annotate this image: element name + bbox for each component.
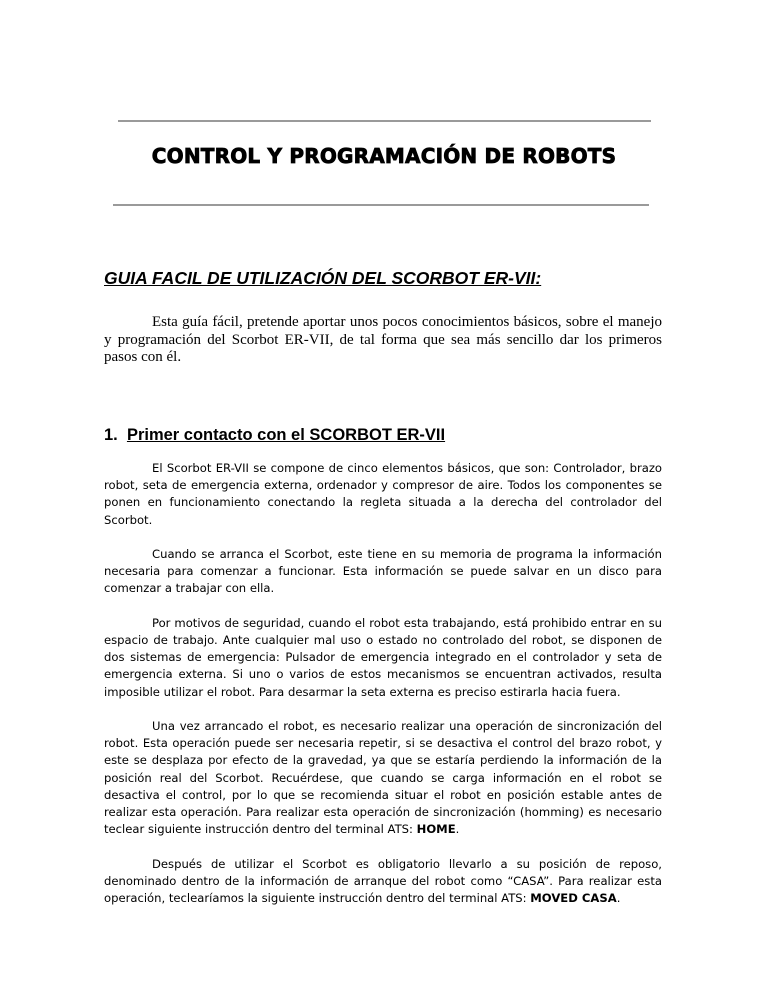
section-number: 1. [104, 426, 118, 444]
guide-subtitle: GUIA FACIL DE UTILIZACIÓN DEL SCORBOT ER-VII: [104, 268, 542, 288]
paragraph [104, 856, 662, 908]
paragraph: Cuando se arranca el Scorbot, este tiene en su memoria de programa la información necesaria para comenzar a funcionar. Esta información se puede salvar en un disco para comenzar a trabajar con ella. [104, 547, 662, 596]
intro-paragraph: Esta guía fácil, pretende aportar unos pocos conocimientos básicos, sobre el manejo y programación del Scorbot ER-VII, de tal forma que sea más sencillo dar los primeros pasos con él. [104, 314, 662, 365]
command-moved-casa: MOVED CASA [530, 891, 617, 906]
paragraph-text: Después de utilizar el Scorbot es obligatorio llevarlo a su posición de reposo, denominado dentro de la información de arranque del robot como “CASA”. Para realizar esta operación, teclearíamos la siguiente instrucción dentro del terminal ATS: [104, 856, 662, 906]
top-rule [118, 120, 651, 122]
paragraph: El Scorbot ER-VII se compone de cinco elementos básicos, que son: Controlador, brazo robot, seta de emergencia externa, ordenador y compresor de aire. Todos los componentes se ponen en funcionamiento conectando la regleta situada a la derecha del controlador del Scorbot. [104, 461, 662, 527]
paragraph-end: . [455, 822, 460, 837]
section-heading [104, 426, 445, 445]
bottom-rule [113, 204, 649, 206]
paragraph-end: . [616, 891, 621, 906]
paragraph-text: Una vez arrancado el robot, es necesario realizar una operación de sincronización del robot. Esta operación puede ser necesaria repetir, si se desactiva el control del brazo robot, y este se desplaza por efecto de la gravedad, ya que se estaría perdiendo la información de la posición real del Scorbot. Recuérdese, que cuando se carga información en el robot se desactiva el control, por lo que se recomienda situar el robot en posición estable antes de realizar esta operación. Para realizar esta operación de sincronización (homming) es necesario teclear siguiente instrucción dentro del terminal ATS: [104, 719, 662, 837]
command-home: HOME [416, 822, 456, 837]
section-body [104, 460, 662, 924]
section-title: Primer contacto con el SCORBOT ER-VII [126, 426, 446, 444]
document-title: CONTROL Y PROGRAMACIÓN DE ROBOTS [151, 144, 617, 168]
paragraph [104, 718, 662, 838]
paragraph: Por motivos de seguridad, cuando el robot esta trabajando, está prohibido entrar en su espacio de trabajo. Ante cualquier mal uso o estado no controlado del robot, se disponen de dos sistemas de emergencia: Pulsador de emergencia integrado en el controlador y seta de emergencia externa. Si uno o varios de estos mecanismos se encuentran activados, resulta imposible utilizar el robot. Para desarmar la seta externa es preciso estirarla hacia fuera. [104, 615, 662, 699]
